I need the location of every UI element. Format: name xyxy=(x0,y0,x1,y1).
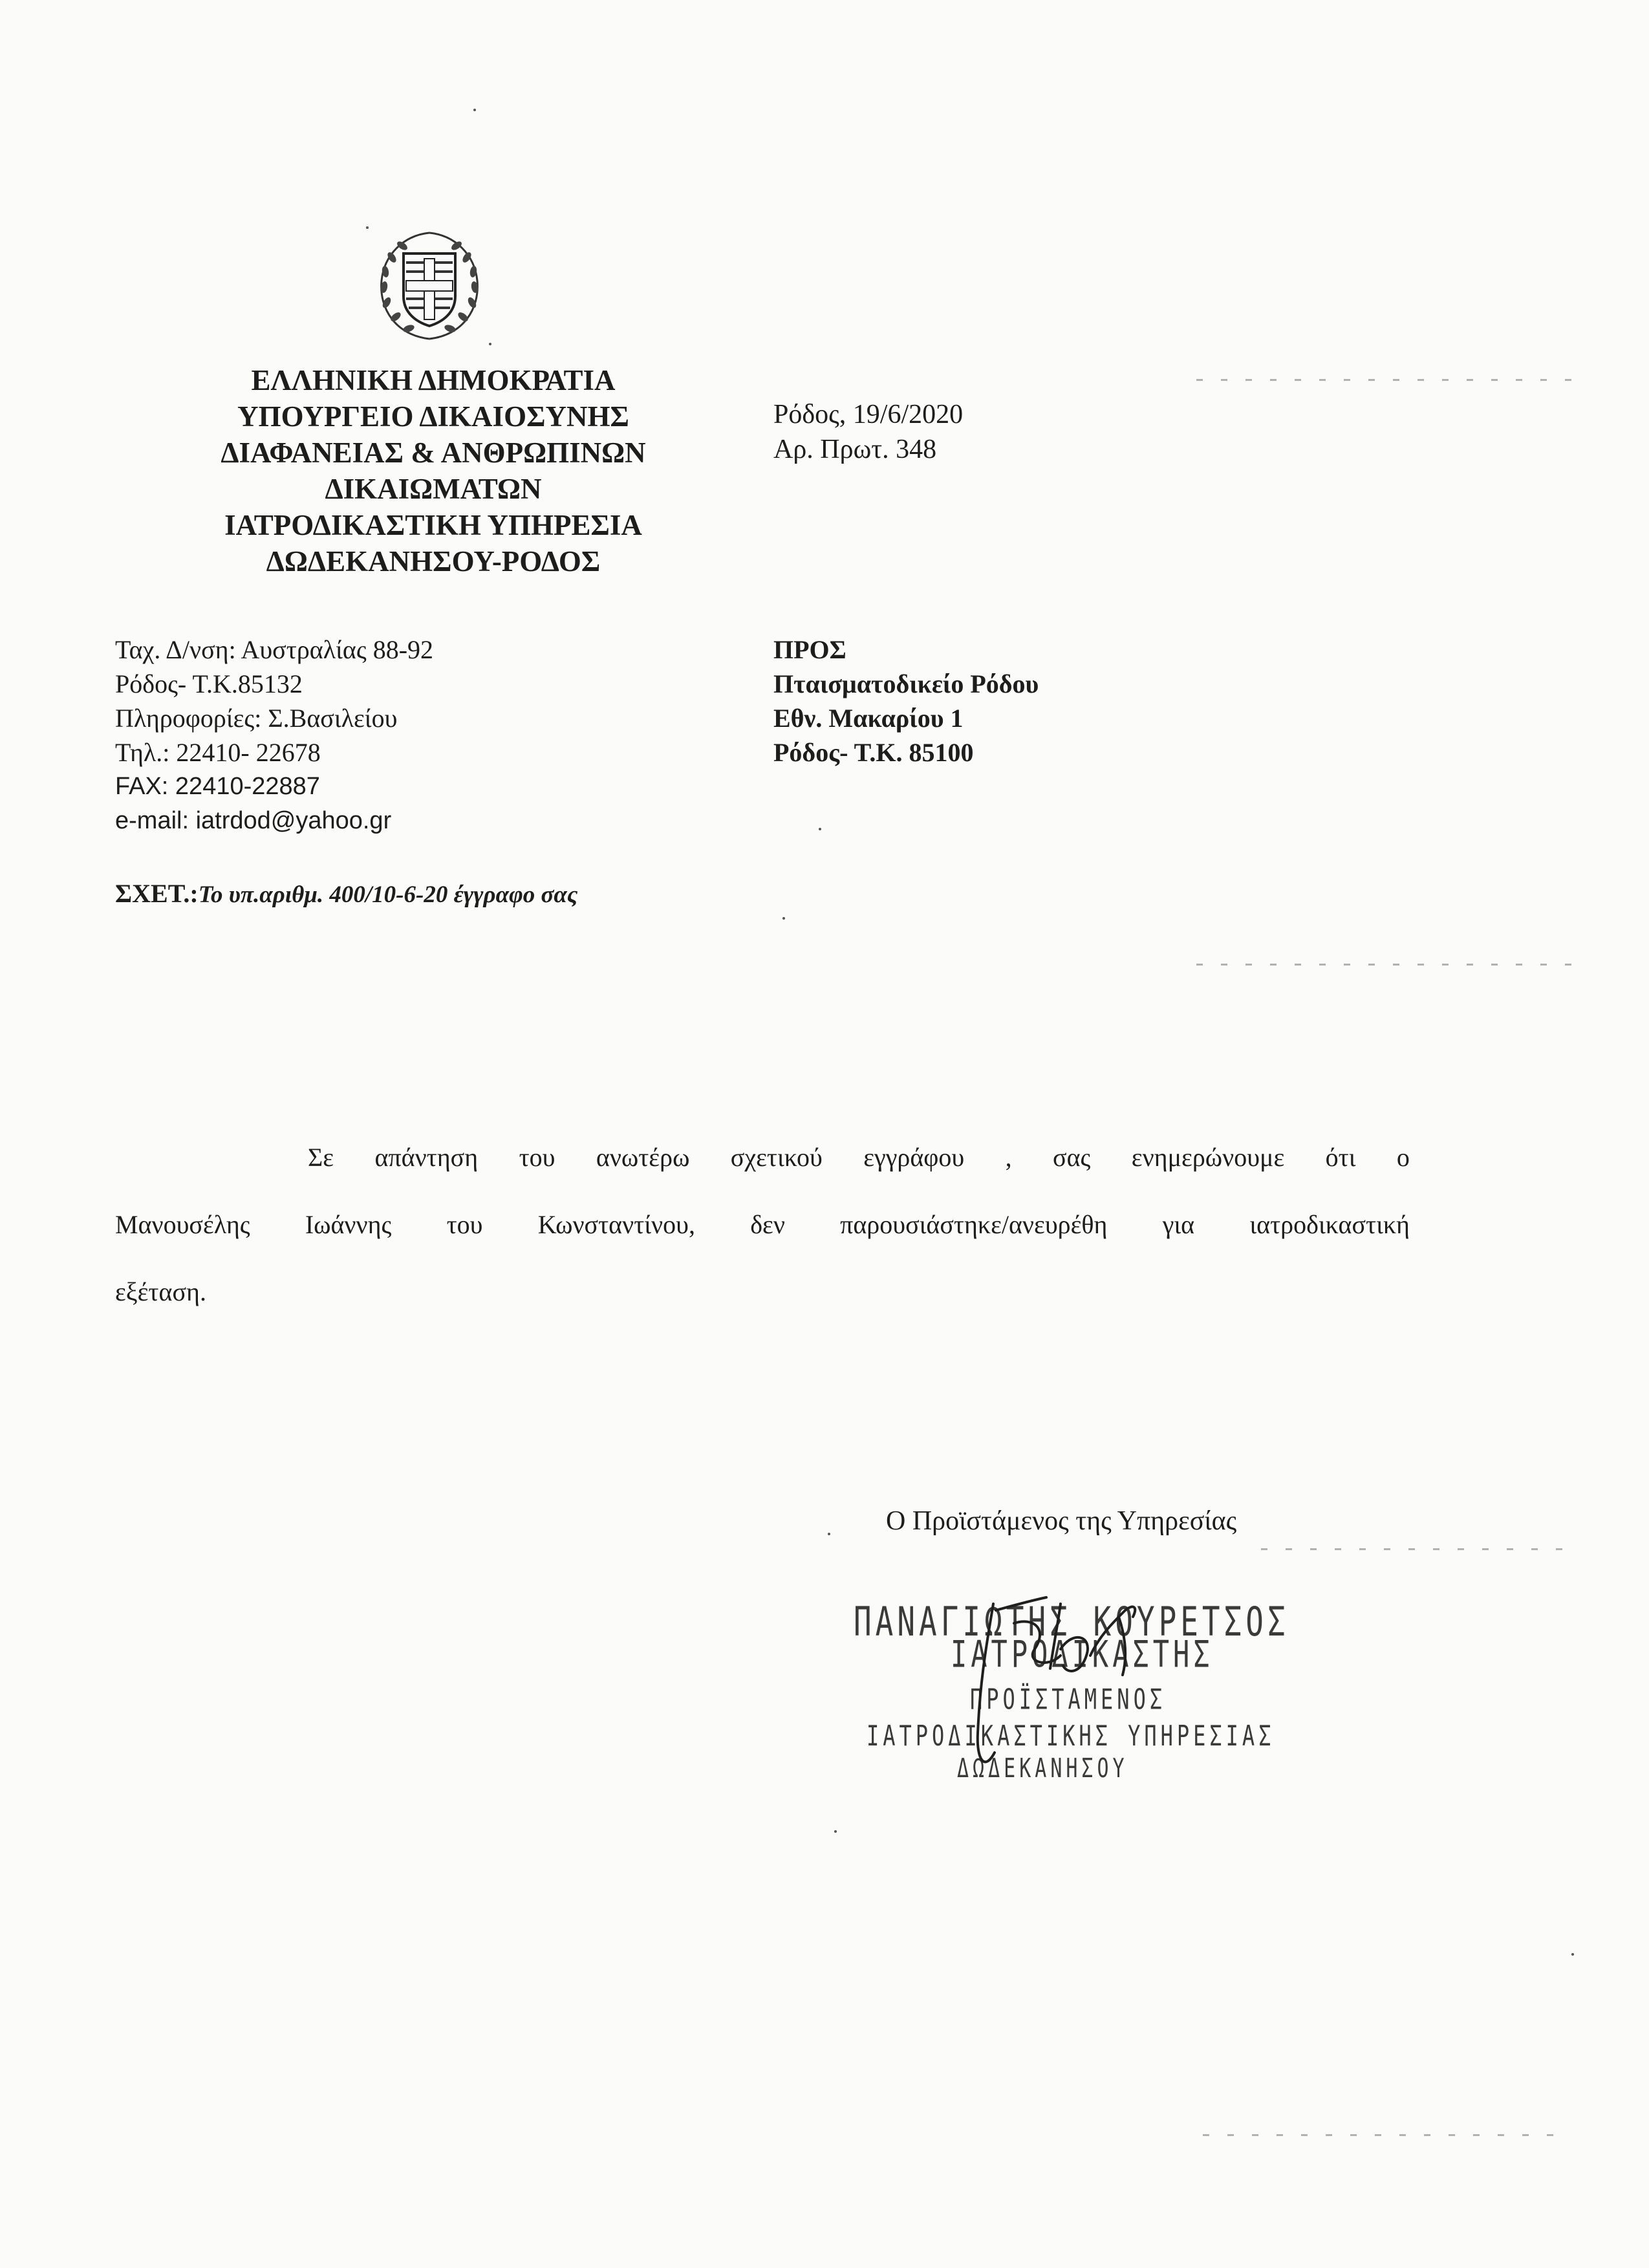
org-line: ΥΠΟΥΡΓΕΙΟ ΔΙΚΑΙΟΣΥΝΗΣ xyxy=(237,400,629,433)
scan-speck xyxy=(489,343,491,345)
scan-speck xyxy=(834,1830,837,1833)
body-word: Ιωάννης xyxy=(305,1210,392,1239)
reference-text: Το υπ.αριθμ. 400/10-6-20 έγγραφο σας xyxy=(198,881,578,908)
body-line-1 xyxy=(115,1124,1410,1191)
sender-address: Ταχ. Δ/νση: Αυστραλίας 88-92 xyxy=(115,635,434,664)
sender-fax: FAX: 22410-22887 xyxy=(115,773,320,800)
body-word: , xyxy=(1005,1143,1012,1172)
org-line: ΔΩΔΕΚΑΝΗΣΟΥ-ΡΟΔΟΣ xyxy=(266,545,601,578)
stamp-line: ΙΑΤΡΟΔΙΚΑΣΤΙΚΗΣ ΥΠΗΡΕΣΙΑΣ xyxy=(867,1720,1275,1753)
scan-mark xyxy=(1196,379,1571,381)
scan-speck xyxy=(828,1533,830,1535)
body-word: δεν xyxy=(750,1210,785,1239)
reference-line xyxy=(115,878,577,909)
body-word: ότι xyxy=(1325,1143,1356,1172)
org-line: ΔΙΚΑΙΩΜΑΤΩΝ xyxy=(325,473,542,505)
sender-details xyxy=(115,632,433,838)
scan-speck xyxy=(819,828,821,830)
body-word: ενημερώνουμε xyxy=(1131,1143,1285,1172)
scan-mark xyxy=(1203,2134,1571,2136)
body-word: Σε xyxy=(308,1143,334,1172)
body-word: ο xyxy=(1396,1143,1410,1172)
body-line-2 xyxy=(115,1191,1410,1258)
body-line-3: εξέταση. xyxy=(115,1277,206,1306)
official-stamp xyxy=(841,1578,1306,1811)
org-line: ΕΛΛΗΝΙΚΗ ΔΗΜΟΚΡΑΤΙΑ xyxy=(251,364,616,396)
recipient-name: Πταισματοδικείο Ρόδου xyxy=(773,669,1039,698)
body-word: Κωνσταντίνου, xyxy=(537,1210,695,1239)
body-word: του xyxy=(519,1143,555,1172)
greek-coat-of-arms-icon xyxy=(370,225,489,347)
signature-title: Ο Προϊστάμενος της Υπηρεσίας xyxy=(886,1506,1237,1536)
body-word: απάντηση xyxy=(374,1143,479,1172)
reference-label: ΣΧΕΤ.: xyxy=(115,879,199,908)
body-word: παρουσιάστηκε/ανευρέθη xyxy=(840,1210,1108,1239)
scan-speck xyxy=(1571,1953,1574,1956)
org-line: ΙΑΤΡΟΔΙΚΑΣΤΙΚΗ ΥΠΗΡΕΣΙΑ xyxy=(224,509,642,541)
recipient-city: Ρόδος- Τ.Κ. 85100 xyxy=(773,738,974,767)
sender-city: Ρόδος- Τ.Κ.85132 xyxy=(115,669,303,698)
body-word: ιατροδικαστική xyxy=(1249,1210,1410,1239)
organisation-header xyxy=(155,362,711,579)
scan-speck xyxy=(782,917,785,920)
body-word: εγγράφου xyxy=(863,1143,965,1172)
recipient-label: ΠΡΟΣ xyxy=(773,635,846,664)
body-word: για xyxy=(1162,1210,1195,1239)
body-word: σας xyxy=(1053,1143,1091,1172)
recipient-street: Εθν. Μακαρίου 1 xyxy=(773,704,964,733)
sender-phone: Τηλ.: 22410- 22678 xyxy=(115,738,321,767)
body-word: ανωτέρω xyxy=(596,1143,690,1172)
body-word: του xyxy=(446,1210,483,1239)
recipient-details xyxy=(773,632,1039,770)
scan-mark xyxy=(1196,964,1571,966)
scan-speck xyxy=(473,109,476,111)
stamp-line: ΠΑΝΑΓΙΩΤΗΣ ΚΟΥΡΕΤΣΟΣ xyxy=(854,1598,1289,1645)
scan-speck xyxy=(366,226,369,229)
body-word: σχετικού xyxy=(730,1143,823,1172)
stamp-line: ΙΑΤΡΟΔΙΚΑΣΤΗΣ xyxy=(951,1633,1214,1676)
document-date: Ρόδος, 19/6/2020 xyxy=(773,400,964,429)
stamp-line: ΔΩΔΕΚΑΝΗΣΟΥ xyxy=(957,1753,1128,1784)
date-block xyxy=(773,397,963,467)
stamp-line: ΠΡΟΪΣΤΑΜΕΝΟΣ xyxy=(970,1683,1167,1716)
sender-info: Πληροφορίες: Σ.Βασιλείου xyxy=(115,704,398,733)
protocol-number: Αρ. Πρωτ. 348 xyxy=(773,435,937,464)
body-word: Μανουσέλης xyxy=(115,1210,250,1239)
letter-body xyxy=(115,1124,1410,1326)
sender-email: e-mail: iatrdod@yahoo.gr xyxy=(115,807,392,834)
scan-mark xyxy=(1261,1548,1571,1550)
org-line: ΔΙΑΦΑΝΕΙΑΣ & ΑΝΘΡΩΠΙΝΩΝ xyxy=(221,437,646,469)
